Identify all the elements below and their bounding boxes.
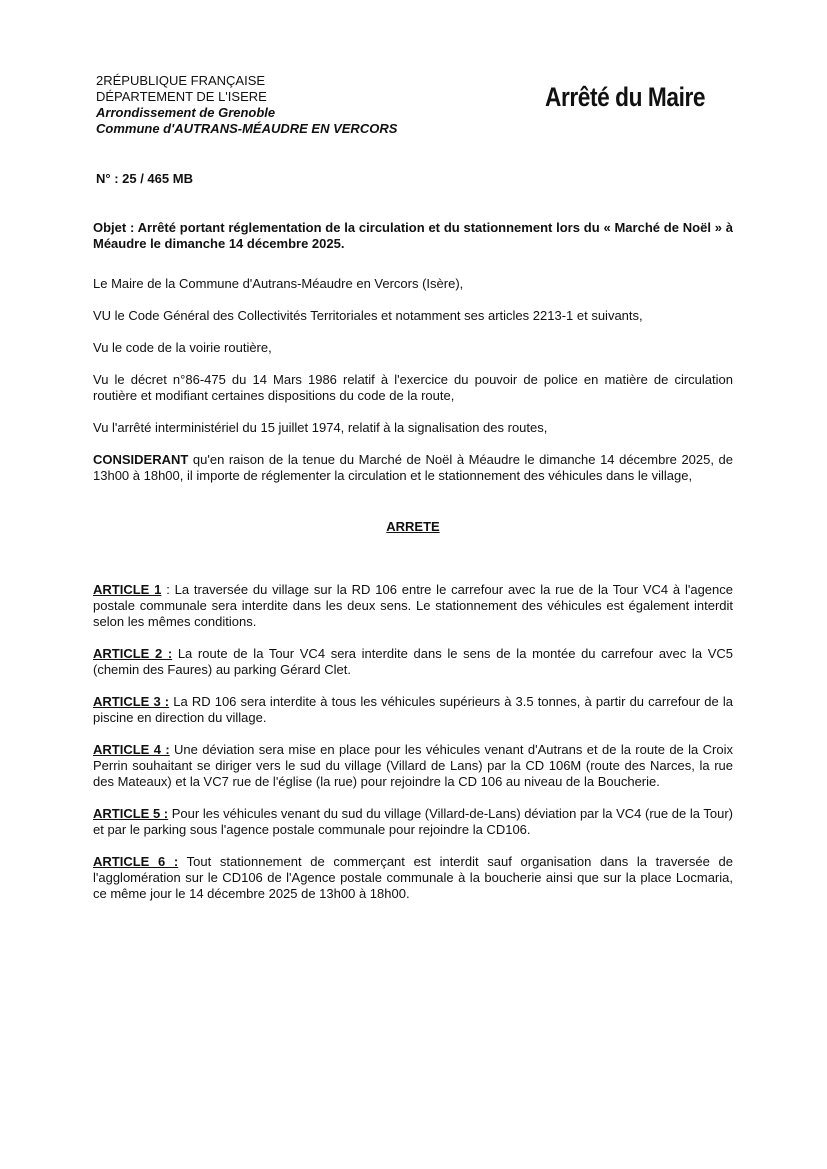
article-label: ARTICLE 5 : — [93, 806, 169, 821]
article-6 — [93, 854, 733, 902]
article-separator: : — [161, 582, 175, 597]
document-body — [93, 220, 733, 918]
header-department: DÉPARTEMENT DE L'ISERE — [96, 89, 267, 104]
header-commune: Commune d'AUTRANS-MÉAUDRE EN VERCORS — [96, 121, 398, 136]
preamble-arrete-1974: Vu l'arrêté interministériel du 15 juillet 1974, relatif à la signalisation des routes, — [93, 420, 548, 435]
article-label: ARTICLE 4 : — [93, 742, 170, 757]
article-text: La route de la Tour VC4 sera interdite dans le sens de la montée du carrefour avec la VC5 (chemin des Faures) au parking Gérard Clet. — [93, 646, 733, 677]
header-republic: 2RÉPUBLIQUE FRANÇAISE — [96, 73, 266, 88]
article-label: ARTICLE 6 : — [93, 854, 179, 869]
article-label: ARTICLE 2 : — [93, 646, 173, 661]
preamble-cgct: VU le Code Général des Collectivités Territoriales et notamment ses articles 2213-1 et suivants, — [93, 308, 643, 323]
preamble-voirie: Vu le code de la voirie routière, — [93, 340, 272, 355]
preamble-maire: Le Maire de la Commune d'Autrans-Méaudre en Vercors (Isère), — [93, 276, 464, 291]
article-text: Une déviation sera mise en place pour les véhicules venant d'Autrans et de la route de la Croix Perrin souhaitant se diriger vers le sud du village (Villard de Lans) par la CD 106M (route des Narces, la rue des Mateaux) et la VC7 rue de l'église (la rue) pour rejoindre la CD 106 au niveau de la Boucherie. — [93, 742, 733, 789]
issuer-header — [96, 73, 397, 137]
article-2 — [93, 646, 733, 678]
article-4 — [93, 742, 733, 790]
subject-line: Objet : Arrêté portant réglementation de la circulation et du stationnement lors du « Marché de Noël » à Méaudre le dimanche 14 décembre 2025. — [93, 220, 733, 251]
article-text: La RD 106 sera interdite à tous les véhicules supérieurs à 3.5 tonnes, à partir du carrefour de la piscine en direction du village. — [93, 694, 733, 725]
article-5 — [93, 806, 733, 838]
article-1 — [93, 582, 733, 630]
article-separator — [178, 854, 186, 869]
document-title: Arrêté du Maire — [545, 82, 706, 112]
considerant-keyword: CONSIDERANT — [93, 452, 189, 467]
article-label: ARTICLE 1 — [93, 582, 162, 597]
considerant-text: qu'en raison de la tenue du Marché de Noël à Méaudre le dimanche 14 décembre 2025, de 13h00 à 18h00, il importe de réglementer la circulation et le stationnement des véhicules dans le village, — [93, 452, 733, 483]
header-arrondissement: Arrondissement de Grenoble — [96, 105, 276, 120]
article-text: Tout stationnement de commerçant est interdit sauf organisation dans la traversée de l'agglomération sur le CD106 de l'Agence postale communale à la boucherie ainsi que sur la place Locmaria, ce même jour le 14 décembre 2025 de 13h00 à 18h00. — [93, 854, 733, 901]
decree-number: N° : 25 / 465 MB — [96, 171, 193, 186]
preamble-decret: Vu le décret n°86-475 du 14 Mars 1986 relatif à l'exercice du pouvoir de police en matière de circulation routière et modifiant certaines dispositions du code de la route, — [93, 372, 733, 403]
article-label: ARTICLE 3 : — [93, 694, 170, 709]
article-text: La traversée du village sur la RD 106 entre le carrefour avec la rue de la Tour VC4 à l'agence postale communale sera interdite dans les deux sens. Le stationnement des véhicules est également interdit selon les mêmes conditions. — [93, 582, 733, 629]
article-3 — [93, 694, 733, 726]
arrete-heading: ARRETE — [386, 519, 440, 534]
article-text: Pour les véhicules venant du sud du village (Villard-de-Lans) déviation par la VC4 (rue de la Tour) et par le parking sous l'agence postale communale pour rejoindre la CD106. — [93, 806, 733, 837]
considerant-paragraph — [93, 452, 733, 484]
